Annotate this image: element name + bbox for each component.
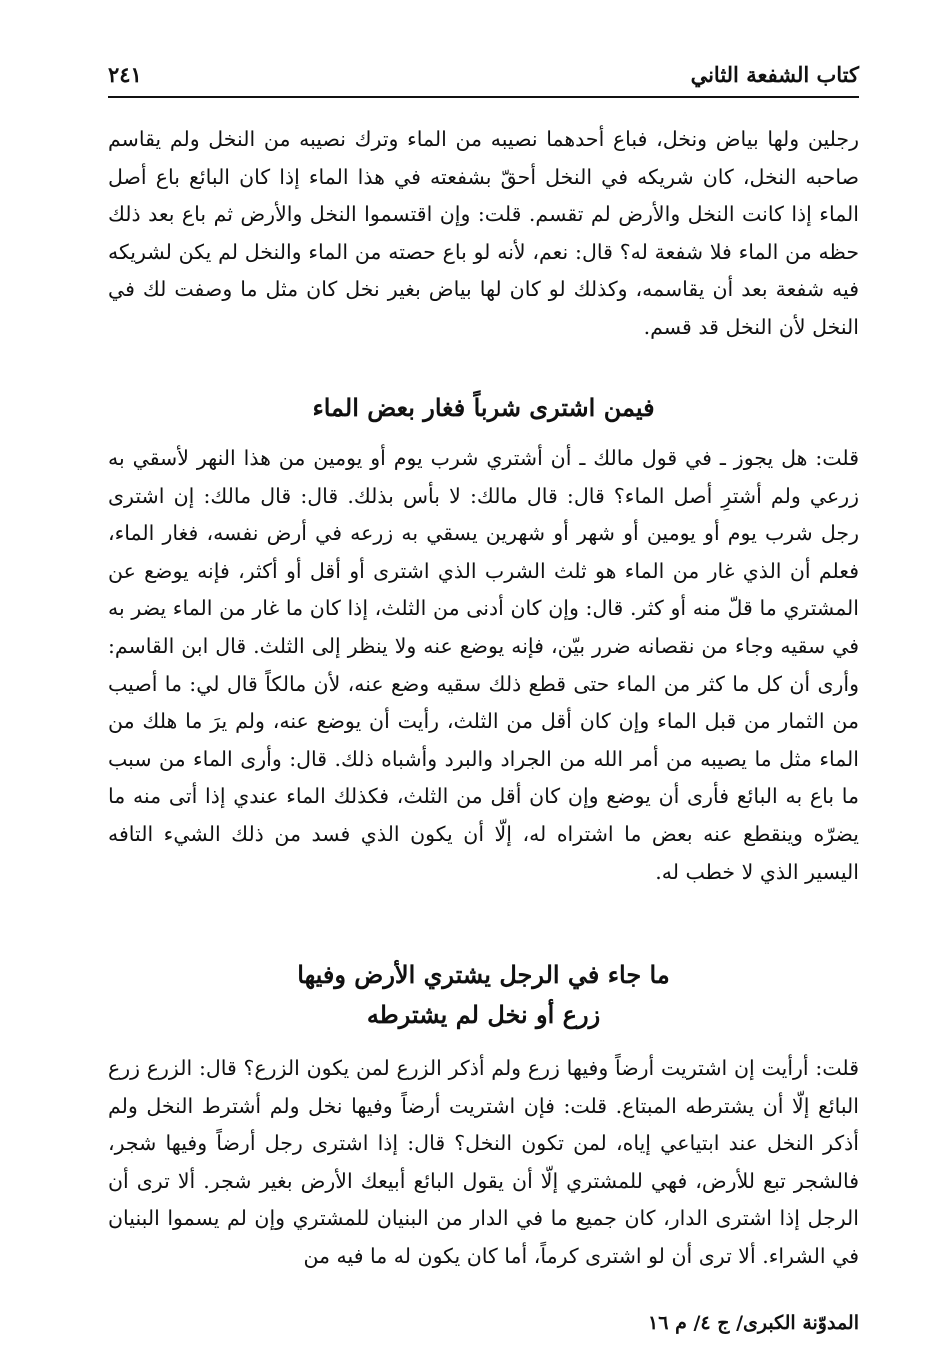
paragraph-1: رجلين ولها بياض ونخل، فباع أحدهما نصيبه من الماء وترك نصيبه من النخل ولم يقاسم صاحبه النخل، كان شريكه في النخل أحقّ بشفعته في هذا الماء إذا كان البائع باع أصل الماء إذا كانت النخل والأرض لم تقسم. قلت: وإن اقتسموا النخل والأرض ثم باع بعد ذلك حظه من الماء فلا شفعة له؟ قال: نعم، لأنه لو باع حصته من الماء والنخل لم يكن لشريكه فيه شفعة بعد أن يقاسمه، وكذلك لو كان لها بياض بغير نخل كان مثل ما وصفت لك في النخل لأن النخل قد قسم. [108, 127, 859, 339]
paragraph-2: قلت: هل يجوز ـ في قول مالك ـ أن أشتري شرب يوم أو يومين من هذا النهر لأسقي به زرعي ولم أشترِ أصل الماء؟ قال: قال مالك: لا بأس بذلك. قال: قال مالك: إن اشترى رجل شرب يوم أو يومين أو شهر أو شهرين يسقي به زرعه في أرض نفسه، فغار الماء، فعلم أن الذي غار من الماء هو ثلث الشرب الذي اشترى أو أقل أو أكثر، فإنه يوضع عن المشتري ما قلّ منه أو كثر. قال: وإن كان أدنى من الثلث، إذا كان ما غار من الماء يضر به في سقيه وجاء من نقصانه ضرر بيّن، فإنه يوضع عنه ولا ينظر إلى الثلث. قال ابن القاسم: وأرى أن كل ما كثر من الماء حتى قطع ذلك سقيه وضع عنه، لأن مالكاً قال لي: ما أصيب من الثمار من قبل الماء وإن كان أقل من الثلث، رأيت أن يوضع عنه، ولم يرَ ما هلك من الماء مثل ما يصيبه من أمر الله من الجراد والبرد وأشباه ذلك. قال: وأرى الماء من سبب ما باع به البائع فأرى أن يوضع وإن كان أقل من الثلث، فكذلك الماء عندي إذا أتى منه ما يضرّه وينقطع عنه بعض ما اشتراه له، إلّا أن يكون الذي فسد من ذلك الشيء التافه اليسير الذي لا خطب له. [108, 446, 859, 884]
running-header [108, 60, 859, 98]
chapter-title: كتاب الشفعة الثاني [690, 62, 859, 87]
section-heading-2-line-2: زرع أو نخل لم يشترطه [366, 1000, 601, 1029]
page-number: ٢٤١ [108, 62, 142, 87]
section-heading-1: فيمن اشترى شرباً فغار بعض الماء [312, 393, 655, 422]
section-heading-2-line-1: ما جاء في الرجل يشتري الأرض وفيها [297, 960, 670, 989]
paragraph-3: قلت: أرأيت إن اشتريت أرضاً وفيها زرع ولم أذكر الزرع لمن يكون الزرع؟ قال: الزرع زرع البائع إلّا أن يشترطه المبتاع. قلت: فإن اشتريت أرضاً وفيها نخل ولم أشترط النخل ولم أذكر النخل عند ابتياعي إياه، لمن تكون النخل؟ قال: إذا اشترى رجل أرضاً وفيها شجر، فالشجر تبع للأرض، فهي للمشتري إلّا أن يقول البائع أبيعك الأرض بغير شجر. ألا ترى أن الرجل إذا اشترى الدار، كان جميع ما في الدار من البنيان للمشتري وإن لم يسموا البنيان في الشراء. ألا ترى أن لو اشترى كرماً، أما كان يكون له ما فيه من [108, 1056, 859, 1268]
footer-signature: المدوّنة الكبرى/ ج ٤/ م ١٦ [648, 1312, 859, 1334]
